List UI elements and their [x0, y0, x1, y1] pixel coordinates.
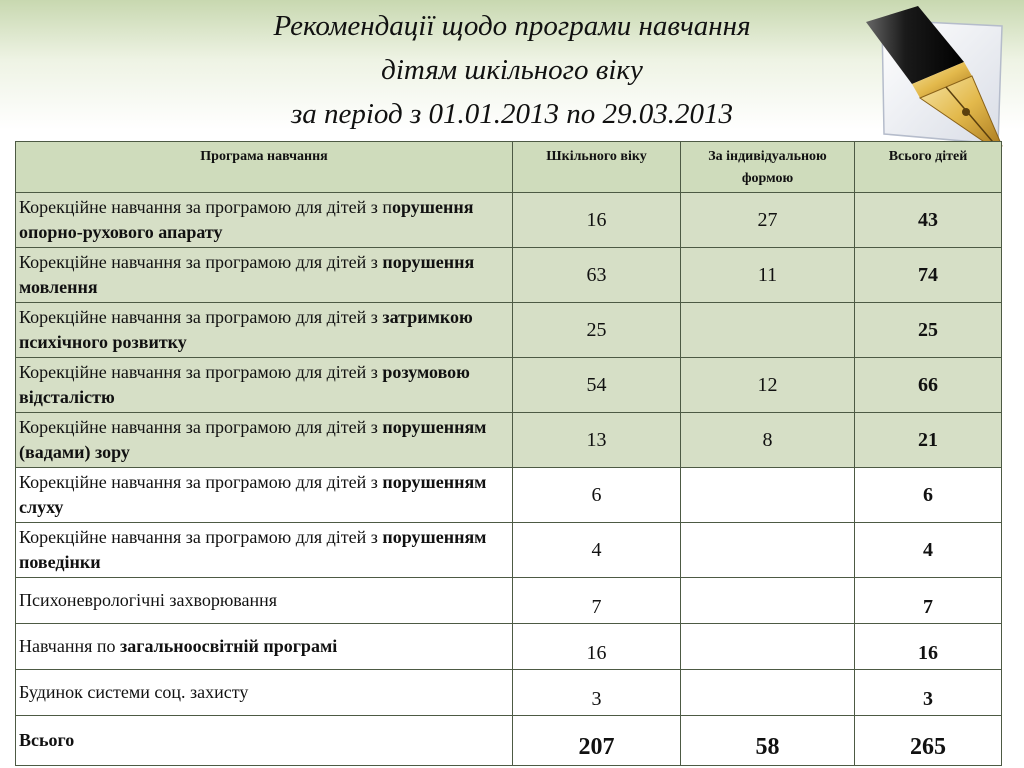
- header-total: Всього дітей: [855, 142, 1002, 193]
- school-cell: 25: [513, 303, 681, 358]
- program-cell: Будинок системи соц. захисту: [16, 670, 513, 716]
- table-row: [16, 303, 1002, 358]
- individual-cell: 11: [681, 248, 855, 303]
- total-cell: 3: [855, 670, 1002, 716]
- individual-cell: 12: [681, 358, 855, 413]
- title-line-3: за період з 01.01.2013 по 29.03.2013: [290, 98, 734, 130]
- individual-cell: [681, 578, 855, 624]
- individual-cell: 8: [681, 413, 855, 468]
- table-row: [16, 670, 1002, 716]
- grand-total-label: Всього: [16, 716, 513, 766]
- table-row: [16, 624, 1002, 670]
- program-cell: Корекційне навчання за програмою для дітей з порушення мовлення: [16, 248, 513, 303]
- school-cell: 6: [513, 468, 681, 523]
- total-cell: 74: [855, 248, 1002, 303]
- table-row: [16, 248, 1002, 303]
- header-program: Програма навчання: [16, 142, 513, 193]
- program-cell: Психоневрологічні захворювання: [16, 578, 513, 624]
- individual-cell: [681, 670, 855, 716]
- table-row: [16, 468, 1002, 523]
- total-cell: 21: [855, 413, 1002, 468]
- table-row: [16, 578, 1002, 624]
- program-cell: Корекційне навчання за програмою для дітей з порушенням (вадами) зору: [16, 413, 513, 468]
- individual-cell: 27: [681, 193, 855, 248]
- grand-total-row: [16, 716, 1002, 766]
- program-cell: Корекційне навчання за програмою для дітей з затримкою психічного розвитку: [16, 303, 513, 358]
- total-cell: 7: [855, 578, 1002, 624]
- education-table: [15, 141, 1002, 766]
- total-cell: 16: [855, 624, 1002, 670]
- table-row: [16, 413, 1002, 468]
- individual-cell: [681, 624, 855, 670]
- school-cell: 16: [513, 193, 681, 248]
- individual-cell: [681, 523, 855, 578]
- school-cell: 13: [513, 413, 681, 468]
- fountain-pen-icon: [862, 6, 1014, 156]
- individual-cell: [681, 303, 855, 358]
- table-row: [16, 193, 1002, 248]
- table-row: [16, 358, 1002, 413]
- grand-total-cell: 265: [855, 716, 1002, 766]
- header-individual: За індивідуальною формою: [681, 142, 855, 193]
- individual-cell: [681, 468, 855, 523]
- school-cell: 16: [513, 624, 681, 670]
- school-cell: 4: [513, 523, 681, 578]
- total-cell: 43: [855, 193, 1002, 248]
- school-cell: 63: [513, 248, 681, 303]
- title-line-1: Рекомендації щодо програми навчання: [273, 10, 751, 42]
- program-cell: Корекційне навчання за програмою для дітей з розумовою відсталістю: [16, 358, 513, 413]
- table-header-row: [16, 142, 1002, 193]
- school-cell: 7: [513, 578, 681, 624]
- school-cell: 3: [513, 670, 681, 716]
- school-cell: 54: [513, 358, 681, 413]
- total-cell: 4: [855, 523, 1002, 578]
- program-cell: Корекційне навчання за програмою для дітей з порушенням поведінки: [16, 523, 513, 578]
- table-row: [16, 523, 1002, 578]
- program-cell: Корекційне навчання за програмою для дітей з порушенням слуху: [16, 468, 513, 523]
- header-school-age: Шкільного віку: [513, 142, 681, 193]
- grand-individual-cell: 58: [681, 716, 855, 766]
- total-cell: 66: [855, 358, 1002, 413]
- program-cell: Корекційне навчання за програмою для дітей з порушення опорно-рухового апарату: [16, 193, 513, 248]
- total-cell: 6: [855, 468, 1002, 523]
- title-line-2: дітям шкільного віку: [381, 54, 643, 86]
- total-cell: 25: [855, 303, 1002, 358]
- grand-school-cell: 207: [513, 716, 681, 766]
- program-cell: Навчання по загальноосвітній програмі: [16, 624, 513, 670]
